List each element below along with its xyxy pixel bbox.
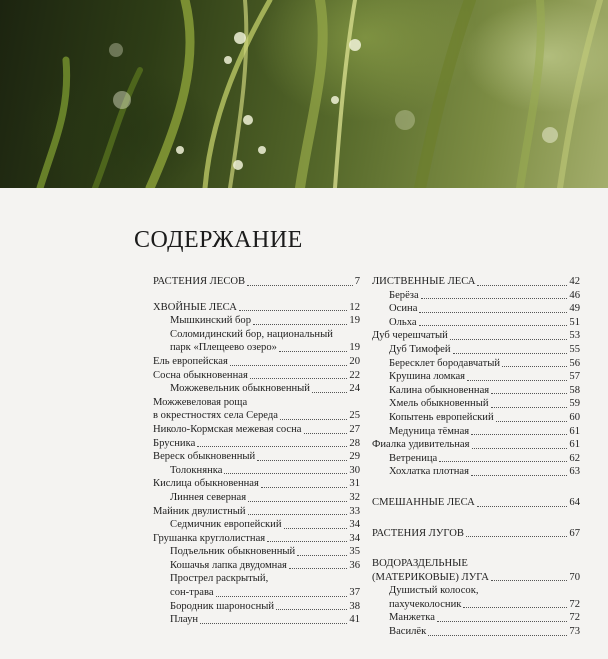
toc-entry[interactable] (153, 341, 360, 355)
toc-entry[interactable] (153, 491, 360, 505)
toc-entry[interactable] (153, 382, 360, 396)
toc-entry[interactable] (372, 357, 580, 371)
toc-page-number: 61 (569, 425, 580, 437)
toc-entry-title: Хмель обыкновенный (389, 398, 489, 410)
toc-entry[interactable] (153, 301, 360, 315)
toc-entry[interactable] (153, 477, 360, 491)
toc-page-number: 46 (569, 289, 580, 301)
dot-leader (419, 312, 567, 313)
toc-spacer (153, 289, 360, 301)
toc-page-number: 72 (569, 598, 580, 610)
toc-entry-title: сон-трава (170, 587, 214, 599)
toc-page-number: 58 (569, 384, 580, 396)
toc-entry-title: Кислица обыкновенная (153, 478, 259, 490)
toc-entry-title: пахучеколосник (389, 598, 462, 610)
dot-leader (200, 623, 347, 624)
dot-leader (477, 506, 568, 507)
dot-leader (472, 448, 568, 449)
toc-page-number: 25 (349, 410, 360, 422)
dot-leader (491, 393, 567, 394)
toc-entry[interactable] (372, 370, 580, 384)
dot-leader (289, 568, 348, 569)
toc-entry-title: Майник двулистный (153, 505, 246, 517)
toc-entry[interactable] (372, 598, 580, 612)
dot-leader (453, 353, 568, 354)
toc-spacer (372, 540, 580, 557)
dot-leader (216, 596, 348, 597)
toc-page-number: 12 (349, 301, 360, 313)
dot-leader (463, 607, 567, 608)
toc-entry[interactable] (372, 452, 580, 466)
toc-entry-title: в окрестностях села Середа (153, 410, 278, 422)
toc-entry-line: ВОДОРАЗДЕЛЬНЫЕ (372, 558, 468, 570)
dot-leader (248, 514, 348, 515)
toc-page-number: 53 (569, 330, 580, 342)
toc-entry-title: Вереск обыкновенный (153, 451, 256, 463)
toc-entry[interactable] (372, 527, 580, 541)
toc-entry-title: Ольха (389, 316, 417, 328)
dot-leader (491, 580, 568, 581)
toc-entry-title: Крушина ломкая (389, 371, 466, 383)
toc-entry[interactable] (372, 625, 580, 639)
dot-leader (502, 366, 567, 367)
toc-page-number: 64 (569, 496, 580, 508)
toc-entry[interactable] (153, 600, 360, 614)
toc-entry[interactable] (153, 559, 360, 573)
toc-entry-line: Соломидинский бор, национальный (170, 328, 333, 340)
toc-entry[interactable] (153, 505, 360, 519)
toc-entry-title: Медуница тёмная (389, 425, 470, 437)
toc-page-number: 49 (569, 303, 580, 315)
dot-leader (496, 421, 568, 422)
toc-entry-title: Копытень европейский (389, 411, 494, 423)
toc-page-number: 61 (569, 439, 580, 451)
toc-entry-title: Плаун (170, 614, 199, 626)
toc-page-number: 32 (349, 491, 360, 503)
toc-page-number: 19 (349, 342, 360, 354)
dot-leader (197, 446, 347, 447)
toc-column-left (153, 275, 360, 627)
toc-entry-title: Хохлатка плотная (389, 466, 469, 478)
toc-entry[interactable] (372, 411, 580, 425)
dot-leader (471, 475, 567, 476)
toc-page-number: 62 (569, 452, 580, 464)
toc-page-number: 72 (569, 612, 580, 624)
toc-page-number: 34 (349, 519, 360, 531)
toc-entry-title: парк «Плещеево озеро» (170, 342, 277, 354)
toc-entry-title: Дуб Тимофей (389, 343, 451, 355)
toc-entry-title: Бересклет бородавчатый (389, 357, 501, 369)
toc-page-number: 70 (569, 571, 580, 583)
toc-entry-title: РАСТЕНИЯ ЛЕСОВ (153, 276, 246, 287)
toc-page-number: 59 (569, 398, 580, 410)
toc-page-number: 73 (569, 626, 580, 638)
toc-spacer (372, 510, 580, 527)
dot-leader (467, 380, 567, 381)
toc-entry[interactable] (153, 275, 360, 289)
toc-entry[interactable] (372, 289, 580, 303)
toc-entry[interactable] (372, 384, 580, 398)
dot-leader (284, 528, 348, 529)
toc-entry[interactable] (372, 397, 580, 411)
toc-entry[interactable] (153, 437, 360, 451)
dot-leader (491, 407, 568, 408)
toc-entry[interactable] (372, 329, 580, 343)
toc-page-number: 37 (349, 587, 360, 599)
dot-leader (450, 339, 568, 340)
dot-leader (230, 365, 348, 366)
dot-leader (471, 434, 567, 435)
dot-leader (312, 392, 347, 393)
toc-page-number: 57 (569, 371, 580, 383)
toc-page-number: 67 (569, 527, 580, 539)
toc-entry-title: Сосна обыкновенная (153, 369, 248, 381)
toc-entry[interactable] (372, 275, 580, 289)
dot-leader (439, 461, 567, 462)
toc-entry-title: СМЕШАННЫЕ ЛЕСА (372, 496, 475, 508)
toc-entry[interactable] (153, 409, 360, 423)
dot-leader (253, 324, 347, 325)
toc-entry[interactable] (153, 532, 360, 546)
toc-page-number: 24 (349, 383, 360, 395)
toc-page-number: 34 (349, 532, 360, 544)
toc-page-number: 33 (349, 505, 360, 517)
toc-entry-title: Василёк (389, 626, 427, 638)
toc-entry[interactable] (372, 425, 580, 439)
toc-entry-title: Манжетка (389, 612, 435, 624)
toc-entry-title: РАСТЕНИЯ ЛУГОВ (372, 527, 464, 539)
toc-entry-title: ЛИСТВЕННЫЕ ЛЕСА (372, 276, 476, 287)
toc-entry[interactable] (153, 545, 360, 559)
toc-entry-title: Подъельник обыкновенный (170, 546, 296, 558)
toc-entry[interactable] (153, 369, 360, 383)
grass-illustration (0, 0, 608, 188)
toc-page-number: 27 (349, 423, 360, 435)
toc-page-number: 55 (569, 343, 580, 355)
dot-leader (261, 487, 348, 488)
header-photo-grass-dew (0, 0, 608, 188)
toc-entry[interactable] (153, 464, 360, 478)
toc-entry[interactable] (372, 316, 580, 330)
toc-entry[interactable] (372, 302, 580, 316)
toc-entry-line: Душистый колосок, (389, 585, 479, 597)
dot-leader (247, 285, 353, 286)
toc-page-number: 7 (354, 276, 360, 287)
toc-entry-title: Берёза (389, 289, 419, 301)
dot-leader (257, 460, 347, 461)
dot-leader (280, 419, 347, 420)
toc-entry-title: Толокнянка (170, 464, 223, 476)
toc-page-number: 29 (349, 451, 360, 463)
toc-page-number: 51 (569, 316, 580, 328)
toc-entry-title: Ветреница (389, 452, 438, 464)
toc-entry-title: Мышкинский бор (170, 315, 251, 327)
dot-leader (428, 635, 567, 636)
dot-leader (267, 541, 347, 542)
toc-entry-title: Грушанка круглолистная (153, 532, 266, 544)
toc-entry[interactable] (153, 423, 360, 437)
toc-entry[interactable] (153, 613, 360, 627)
toc-page-number: 19 (349, 315, 360, 327)
toc-page-number: 22 (349, 369, 360, 381)
toc-page-number: 60 (569, 411, 580, 423)
toc-page-number: 56 (569, 357, 580, 369)
toc-entry[interactable] (372, 571, 580, 585)
dot-leader (276, 609, 347, 610)
toc-entry-title: Можжевельник обыкновенный (170, 383, 310, 395)
toc-spacer (372, 479, 580, 496)
toc-entry-title: Брусника (153, 437, 196, 449)
toc-entry-title: ХВОЙНЫЕ ЛЕСА (153, 301, 237, 313)
page-title: СОДЕРЖАНИЕ (134, 227, 303, 254)
toc-entry[interactable] (372, 438, 580, 452)
dot-leader (419, 325, 568, 326)
toc-page-number: 42 (569, 276, 580, 287)
toc-entry-title: (МАТЕРИКОВЫЕ) ЛУГА (372, 571, 489, 583)
toc-page-number: 30 (349, 464, 360, 476)
toc-column-right (372, 275, 580, 639)
dot-leader (239, 310, 348, 311)
toc-entry-title: Дуб черешчатый (372, 330, 448, 342)
toc-entry-title: Осина (389, 303, 418, 315)
toc-entry-title: Калина обыкновенная (389, 384, 490, 396)
toc-entry[interactable] (153, 586, 360, 600)
toc-entry-title: Седмичник европейский (170, 519, 282, 531)
toc-page-number: 31 (349, 478, 360, 490)
dot-leader (250, 378, 348, 379)
toc-entry-title: Ель европейская (153, 355, 228, 367)
toc-entry[interactable] (372, 343, 580, 357)
toc-entry-title: Линнея северная (170, 491, 247, 503)
toc-page-number: 20 (349, 355, 360, 367)
toc-entry-line: Прострел раскрытый, (170, 573, 269, 585)
toc-entry[interactable] (153, 450, 360, 464)
dot-leader (304, 433, 348, 434)
dot-leader (477, 285, 567, 286)
toc-page-number: 35 (349, 546, 360, 558)
toc-entry-title: Кошачья лапка двудомная (170, 559, 287, 571)
toc-page-number: 36 (349, 559, 360, 571)
toc-page-number: 41 (349, 614, 360, 626)
toc-entry-title: Фиалка удивительная (372, 439, 470, 451)
toc-page-number: 38 (349, 600, 360, 612)
dot-leader (466, 536, 567, 537)
toc-entry-title: Бородник шароносный (170, 600, 275, 612)
toc-entry[interactable] (153, 355, 360, 369)
toc-entry[interactable] (372, 611, 580, 625)
dot-leader (437, 621, 567, 622)
dot-leader (421, 298, 568, 299)
dot-leader (297, 555, 347, 556)
toc-entry[interactable] (153, 314, 360, 328)
toc-entry-title: Николо-Кормская межевая сосна (153, 423, 302, 435)
toc-entry[interactable] (372, 496, 580, 510)
toc-entry[interactable] (372, 465, 580, 479)
toc-entry-line: Можжевеловая роща (153, 396, 248, 408)
dot-leader (224, 473, 347, 474)
dot-leader (248, 501, 347, 502)
toc-page-number: 28 (349, 437, 360, 449)
toc-entry[interactable] (153, 518, 360, 532)
toc-page-number: 63 (569, 466, 580, 478)
dot-leader (279, 351, 347, 352)
